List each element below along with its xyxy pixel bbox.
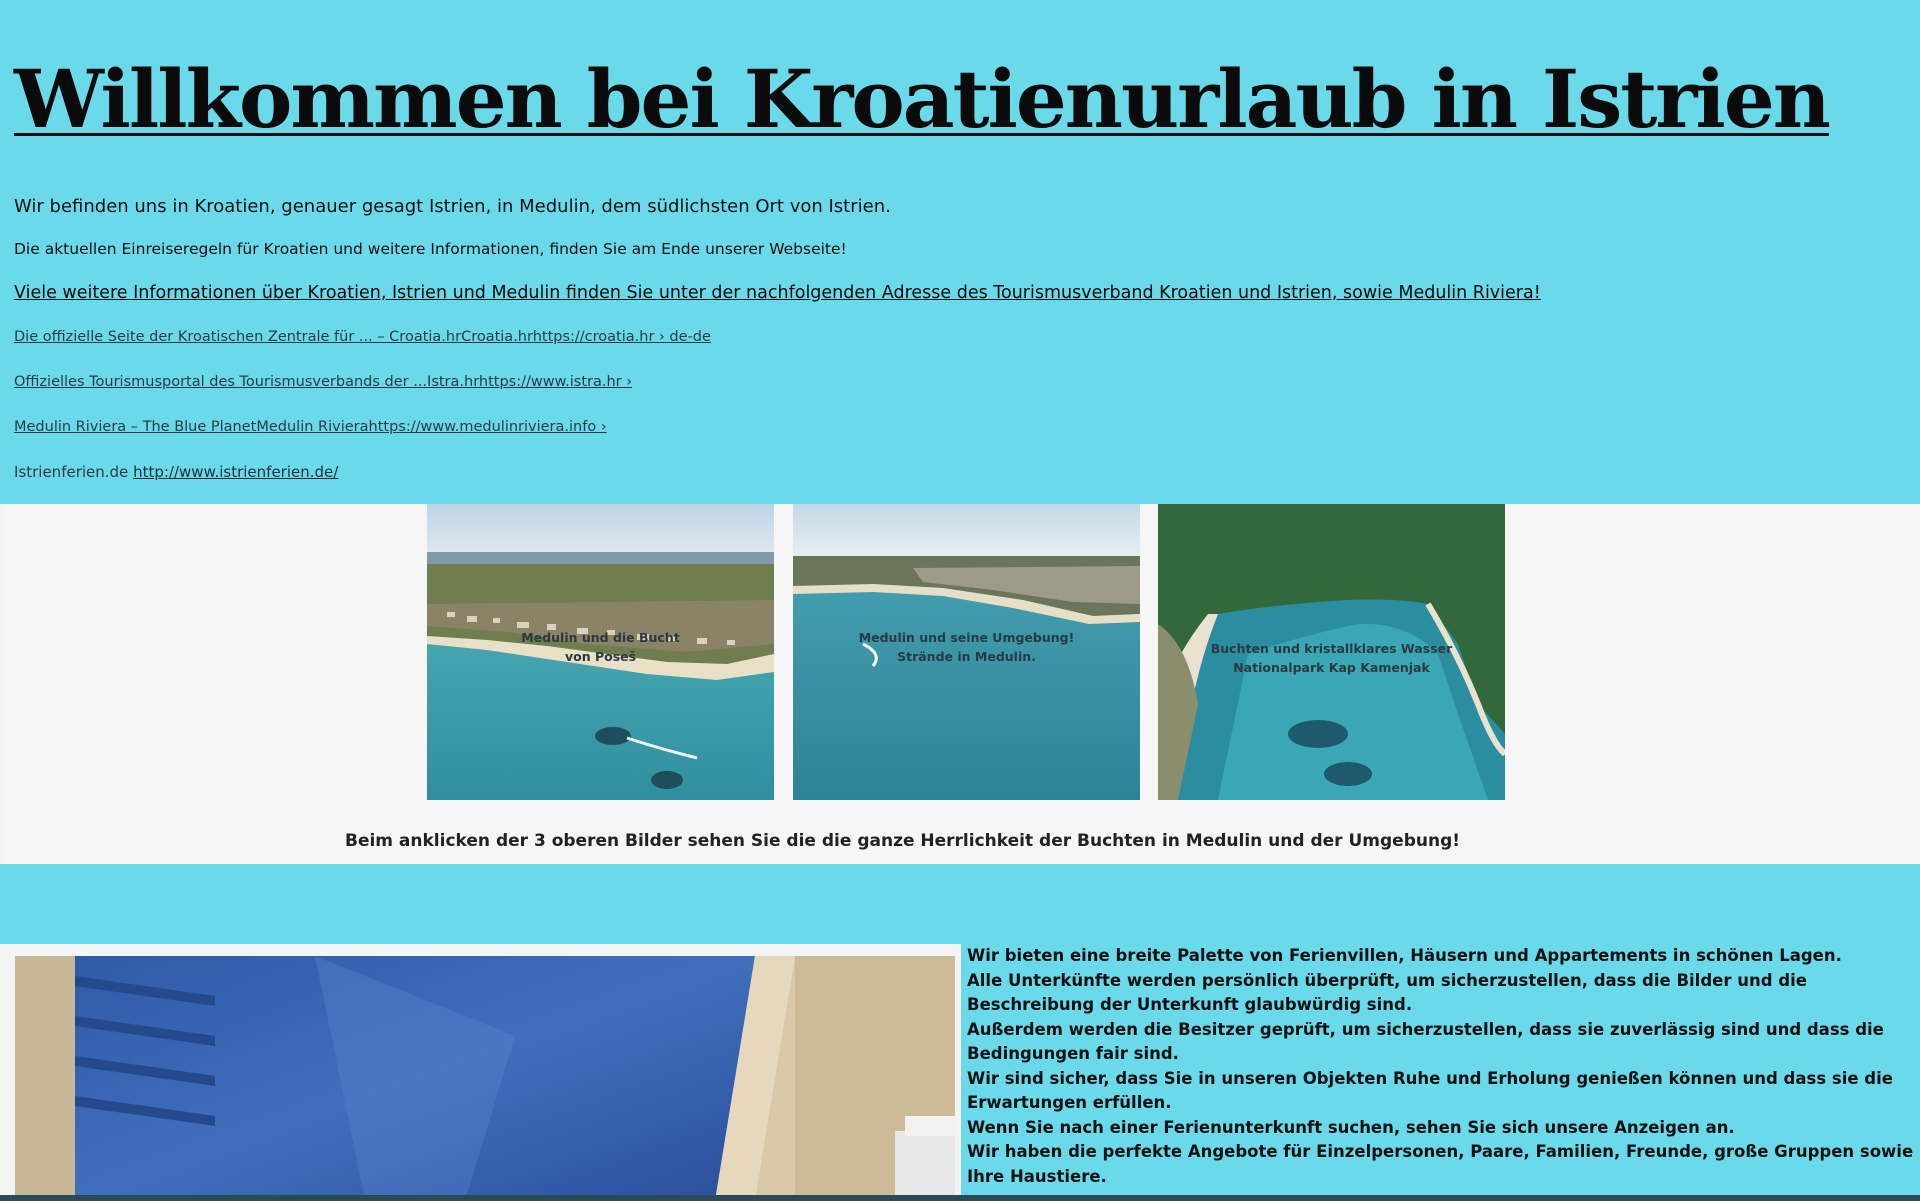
istrienferien-label: Istrienferien.de (14, 463, 129, 481)
offer-section (5, 944, 1920, 1201)
offer-line: Alle Unterkünfte werden persönlich überprüft, um sicherzustellen, dass die Bilder und die Beschreibung der Unterkunft glaubwürdig sind. (967, 970, 1807, 1014)
link-istra-hr[interactable]: Offizielles Tourismusportal des Tourismusverbands der ...Istra.hrhttps://www.istra.hr › (14, 374, 633, 390)
photo-gallery (5, 504, 1920, 864)
hero-section (0, 0, 1920, 504)
offer-line: Wenn Sie nach einer Ferienunterkunft suchen, sehen Sie sich unsere Anzeigen an. (967, 1117, 1735, 1137)
offer-line: Außerdem werden die Besitzer geprüft, um sicherzustellen, dass sie zuverlässig sind und dass die Bedingungen fair sind. (967, 1019, 1884, 1063)
offer-line: Wir sind sicher, dass Sie in unseren Objekten Ruhe und Erholung genießen können und dass sie die Erwartungen erfüllen. (967, 1068, 1893, 1112)
gallery-tile-medulin-surroundings[interactable] (793, 504, 1140, 800)
photo-pool (15, 956, 955, 1201)
tile-caption: Medulin und die Bucht von Poseš (521, 630, 680, 664)
tile-caption: Medulin und seine Umgebung! Strände in Medulin. (858, 630, 1075, 664)
pool-photo (15, 956, 955, 1201)
bottom-scroll-bar (0, 1195, 1920, 1201)
tile-caption: Buchten und kristallklares Wasser Nationalpark Kap Kamenjak (1210, 641, 1453, 675)
color-band (0, 864, 1920, 944)
page-title: Willkommen bei Kroatienurlaub in Istrien (14, 52, 1829, 146)
link-medulinriviera[interactable]: Medulin Riviera – The Blue PlanetMedulin Rivierahttps://www.medulinriviera.info › (14, 419, 607, 435)
istrienferien-line (14, 463, 338, 481)
pool-photo-frame (5, 944, 961, 1201)
gallery-tile-medulin-bay[interactable] (427, 504, 774, 800)
link-croatia-hr[interactable]: Die offizielle Seite der Kroatischen Zentrale für ... – Croatia.hrCroatia.hrhttps://croatia.hr › de-de (14, 329, 711, 345)
offer-description (967, 944, 1920, 1189)
intro-text: Wir befinden uns in Kroatien, genauer gesagt Istrien, in Medulin, dem südlichsten Ort von Istrien. (14, 196, 891, 217)
more-info-text: Viele weitere Informationen über Kroatien, Istrien und Medulin finden Sie unter der nachfolgenden Adresse des Tourismusverband Kroatien und Istrien, sowie Medulin Riviera! (14, 283, 1541, 303)
entry-rules-text: Die aktuellen Einreiseregeln für Kroatien und weitere Informationen, finden Sie am Ende unserer Webseite! (14, 240, 847, 258)
gallery-tile-kamenjak[interactable] (1158, 504, 1505, 800)
gallery-note: Beim anklicken der 3 oberen Bilder sehen Sie die die ganze Herrlichkeit der Buchten in Medulin und der Umgebung! (344, 831, 1460, 851)
istrienferien-link[interactable]: http://www.istrienferien.de/ (133, 463, 339, 481)
offer-line: Wir bieten eine breite Palette von Ferienvillen, Häusern und Appartements in schönen Lagen. (967, 946, 1842, 965)
offer-line: Wir haben die perfekte Angebote für Einzelpersonen, Paare, Familien, Freunde, große Gruppen sowie Ihre Haustiere. (967, 1142, 1914, 1186)
